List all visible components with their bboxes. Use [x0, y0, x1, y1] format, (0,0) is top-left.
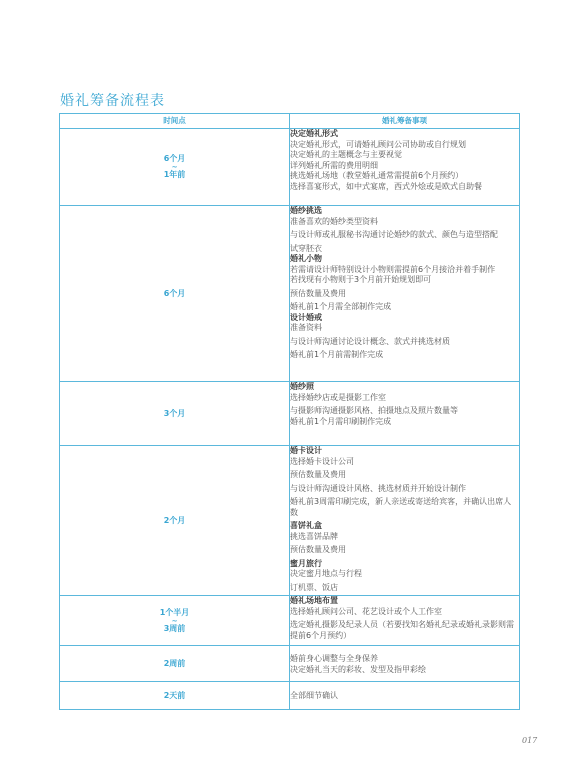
task-line: 决定蜜月地点与行程	[290, 569, 362, 578]
task-line: 选定婚礼摄影及纪录人员（若要找知名婚礼纪录或婚礼录影则需提前6个月预约）	[290, 620, 514, 640]
task-line: 选择婚纱店或是摄影工作室	[290, 392, 386, 402]
task-line: 与摄影师沟通摄影风格、拍摄地点及照片数量等	[290, 406, 458, 415]
task-line: 若找现有小物则于3个月前开始规划即可	[290, 275, 432, 284]
page-title: 婚礼筹备流程表	[60, 93, 165, 109]
task-line: 挑选喜饼品牌	[290, 531, 338, 541]
time-cell	[60, 382, 290, 446]
task-line: 详列婚礼所需的费用明细	[290, 160, 378, 170]
time-label: 2个月	[163, 515, 186, 525]
items-cell	[290, 596, 520, 646]
time-label: 1个半月	[159, 607, 190, 617]
task-line: 试穿胚衣	[290, 243, 322, 253]
time-cell	[60, 646, 290, 682]
table-row	[60, 129, 520, 206]
range-tilde: ~	[171, 616, 178, 625]
task-line: 婚礼前1个月需印刷制作完成	[290, 416, 392, 426]
time-label: 2天前	[163, 690, 186, 700]
task-line: 与设计师或礼服秘书沟通讨论婚纱的款式、颜色与造型搭配	[290, 230, 498, 239]
task-line: 全部细节确认	[290, 691, 338, 701]
section-heading: 婚礼场地布置	[290, 596, 338, 605]
task-line: 婚礼前1个月需全部制作完成	[290, 302, 392, 311]
section-heading: 蜜月旅行	[290, 558, 322, 568]
time-cell	[60, 596, 290, 646]
table-row	[60, 596, 520, 646]
table-row	[60, 446, 520, 596]
table-row	[60, 646, 520, 682]
section-heading: 婚卡设计	[290, 446, 322, 455]
items-cell	[290, 129, 520, 206]
task-line: 婚前身心调整与全身保养	[290, 654, 378, 663]
time-cell	[60, 129, 290, 206]
section-heading: 婚纱照	[290, 382, 314, 391]
table-row	[60, 382, 520, 446]
task-line: 选择婚礼顾问公司、花艺设计或个人工作室	[290, 606, 442, 616]
task-line: 决定婚礼形式，可请婚礼顾问公司协助或自行规划	[290, 139, 466, 149]
items-cell	[290, 206, 520, 382]
task-line: 婚礼前3周需印刷完成，新人亲送或寄送给宾客，并确认出席人数	[290, 497, 512, 517]
time-label: 6个月	[163, 154, 186, 163]
task-line: 决定婚礼的主题概念与主要视觉	[290, 150, 402, 159]
table-body	[60, 129, 520, 710]
table-header-row	[60, 114, 520, 129]
task-line: 挑选婚礼场地（教堂婚礼通常需提前6个月预约）	[290, 171, 464, 180]
items-cell	[290, 382, 520, 446]
time-label: 3个月	[163, 408, 186, 418]
items-cell	[290, 682, 520, 710]
page-number: 017	[522, 736, 538, 745]
section-heading: 设计婚戒	[290, 312, 322, 322]
time-cell	[60, 682, 290, 710]
section-heading: 婚纱挑选	[290, 206, 322, 215]
table-row	[60, 206, 520, 382]
table-row	[60, 682, 520, 710]
task-line: 订机票、饭店	[290, 582, 338, 592]
task-line: 与设计师沟通设计风格、挑选材质并开始设计制作	[290, 483, 466, 493]
task-line: 预估数量及费用	[290, 470, 346, 479]
time-cell	[60, 206, 290, 382]
items-cell	[290, 446, 520, 596]
items-cell	[290, 646, 520, 682]
header-time: 时间点	[60, 114, 290, 129]
time-label: 6个月	[163, 288, 186, 298]
task-line: 婚礼前1个月前需制作完成	[290, 350, 384, 359]
section-heading: 喜饼礼盒	[290, 521, 322, 530]
section-heading: 婚礼小物	[290, 254, 322, 263]
wedding-plan-table	[59, 113, 520, 710]
task-line: 选择喜宴形式，如中式宴席，西式外烩或是欧式自助餐	[290, 181, 482, 191]
task-line: 预估数量及费用	[290, 545, 346, 554]
time-label: 2周前	[163, 658, 186, 668]
task-line: 准备资料	[290, 323, 322, 332]
section-heading: 决定婚礼形式	[290, 129, 338, 138]
header-items: 婚礼筹备事项	[290, 114, 520, 129]
task-line: 决定婚礼当天的彩妆、发型及指甲彩绘	[290, 664, 426, 674]
task-line: 若需请设计师特别设计小物则需提前6个月接洽并着手制作	[290, 264, 496, 274]
time-cell	[60, 446, 290, 596]
task-line: 选择婚卡设计公司	[290, 456, 354, 466]
task-line: 与设计师沟通讨论设计概念、款式并挑选材质	[290, 336, 450, 346]
range-tilde: ~	[171, 163, 178, 171]
task-line: 准备喜欢的婚纱类型资料	[290, 216, 378, 226]
task-line: 预估数量及费用	[290, 288, 346, 298]
time-label: 3周前	[163, 623, 186, 633]
time-label: 1年前	[163, 170, 186, 179]
